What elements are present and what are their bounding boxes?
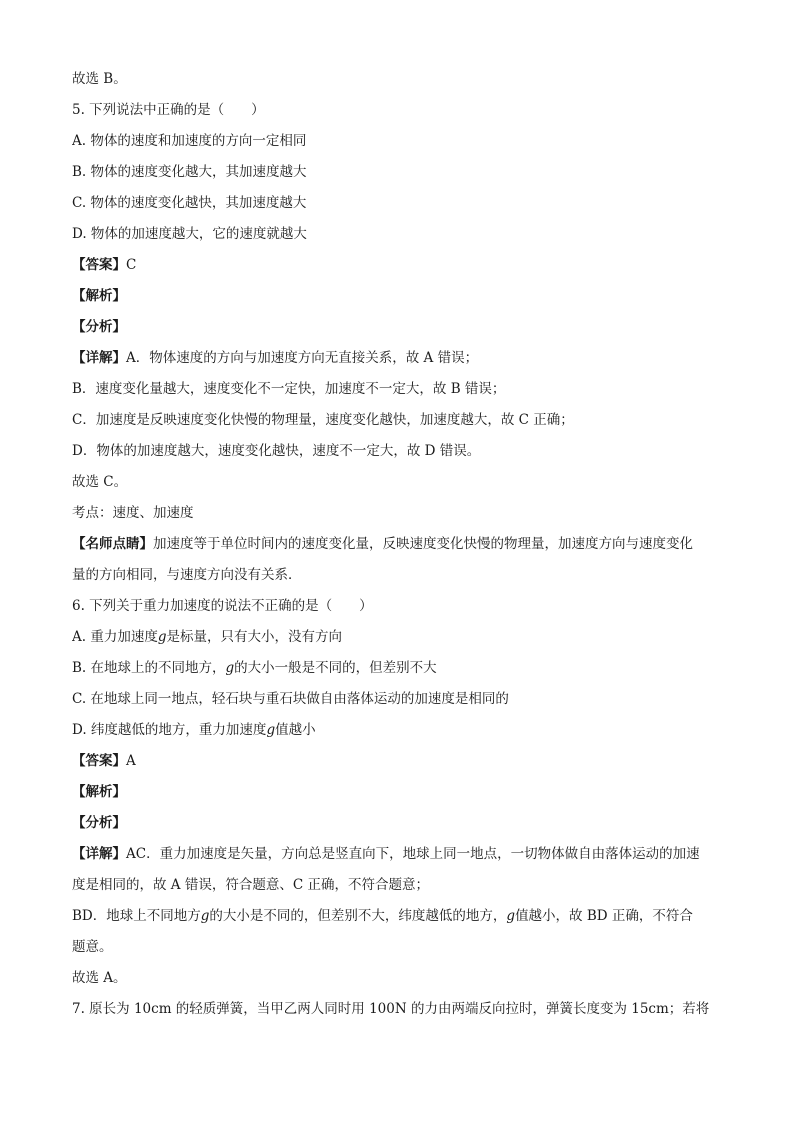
question-6-detail-bd-2: 题意。 [72,939,113,955]
question-6-option-b [72,653,722,684]
question-5-choose: 故选 C。 [72,474,128,490]
detail-text: 的大小是不同的，但差别不大，纬度越低的地方， [209,908,507,924]
document-page [72,64,722,1025]
question-5-option-c: C. 物体的速度变化越快，其加速度越大 [72,195,307,211]
option-text: 值越小 [275,722,316,738]
question-7-stem: 7. 原长为 10cm 的轻质弹簧，当甲乙两人同时用 100N 的力由两端反向拉时，弹簧长度变为 15cm；若将 [72,1001,710,1017]
question-5-kaodian: 考点：速度、加速度 [72,505,194,521]
answer-value: A [126,753,136,769]
symbol-g: g [157,629,167,645]
question-6-option-c: C. 在地球上同一地点，轻石块与重石块做自由落体运动的加速度是相同的 [72,691,509,707]
detail-text: BD．地球上不同地方 [72,908,201,924]
question-5-detail-c: C．加速度是反映速度变化快慢的物理量，速度变化越快，加速度越大，故 C 正确； [72,412,574,428]
mingshi-tag: 【名师点睛】 [72,536,153,552]
question-6-answer [72,746,722,777]
question-6-option-d [72,715,722,746]
option-text: 是标量，只有大小，没有方向 [166,629,342,645]
question-6-option-a [72,622,722,653]
option-text: A. 重力加速度 [72,629,158,645]
question-6-fenxi-tag: 【分析】 [72,815,126,831]
question-5-option-a: A. 物体的速度和加速度的方向一定相同 [72,133,307,149]
symbol-g: g [266,722,276,738]
option-text: 的大小一般是不同的，但差别不大 [234,660,437,676]
answer-tag: 【答案】 [72,753,126,769]
detail-tag: 【详解】 [72,846,126,862]
answer-tag: 【答案】 [72,257,126,273]
question-5-answer [72,250,722,281]
question-6-choose: 故选 A。 [72,970,127,986]
question-5-detail-d: D．物体的加速度越大，速度变化越快，速度不一定大，故 D 错误。 [72,443,481,459]
question-5-option-b: B. 物体的速度变化越大，其加速度越大 [72,164,307,180]
question-5-analysis-tag: 【解析】 [72,288,126,304]
detail-text: 值越小，故 BD 正确，不符合 [515,908,693,924]
question-5-stem: 5. 下列说法中正确的是（ ） [72,102,265,118]
detail-text: AC．重力加速度是矢量，方向总是竖直向下，地球上同一地点，一切物体做自由落体运动的加速 [126,846,700,862]
detail-text: A．物体速度的方向与加速度方向无直接关系，故 A 错误； [126,350,479,366]
symbol-g: g [506,908,516,924]
mingshi-text: 加速度等于单位时间内的速度变化量，反映速度变化快慢的物理量，加速度方向与速度变化 [153,536,693,552]
question-6-stem: 6. 下列关于重力加速度的说法不正确的是（ ） [72,598,373,614]
option-text: B. 在地球上的不同地方， [72,660,226,676]
prev-answer-choose: 故选 B。 [72,71,127,87]
symbol-g: g [200,908,210,924]
option-text: D. 纬度越低的地方，重力加速度 [72,722,267,738]
symbol-g: g [225,660,235,676]
question-6-detail-ac-1 [72,839,722,870]
question-5-mingshi-1 [72,529,722,560]
question-6-analysis-tag: 【解析】 [72,784,126,800]
question-6-detail-bd-1 [72,901,722,932]
question-5-detail-b: B．速度变化量越大，速度变化不一定快，加速度不一定大，故 B 错误； [72,381,506,397]
question-5-option-d: D. 物体的加速度越大，它的速度就越大 [72,226,307,242]
question-6-detail-ac-2: 度是相同的，故 A 错误，符合题意、C 正确，不符合题意； [72,877,429,893]
question-5-fenxi-tag: 【分析】 [72,319,126,335]
answer-value: C [126,257,137,273]
question-5-mingshi-2: 量的方向相同，与速度方向没有关系． [72,567,302,583]
detail-tag: 【详解】 [72,350,126,366]
question-5-detail-a [72,343,722,374]
